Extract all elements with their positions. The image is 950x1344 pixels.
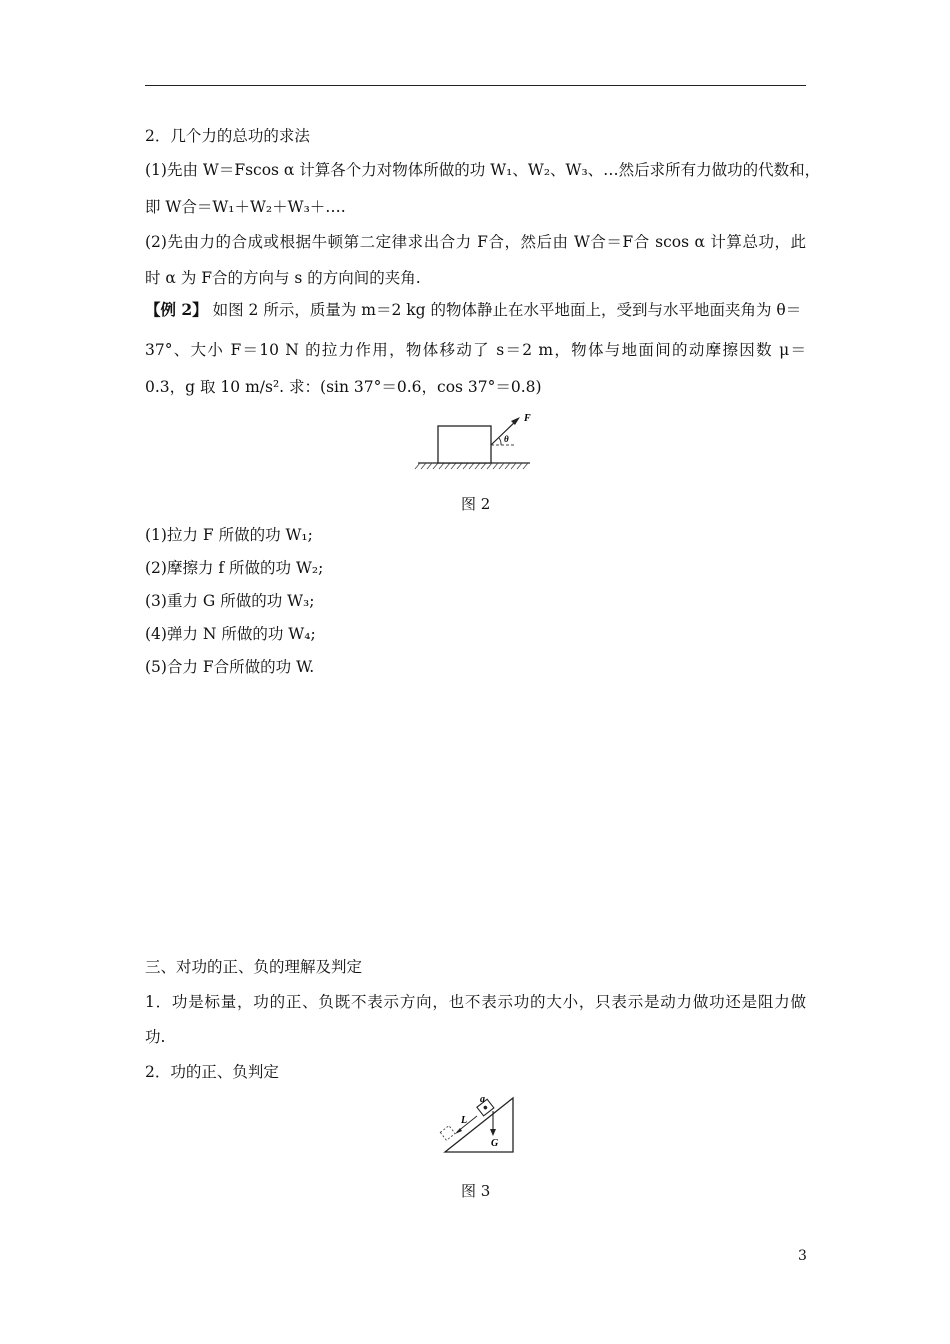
para2-line1: (2)先由力的合成或根据牛顿第二定律求出合力 F合，然后由 W合＝F合 scos α 计算总功，此 <box>145 233 806 251</box>
fig2-label-theta: θ <box>504 434 509 444</box>
section3-heading: 三、对功的正、负的理解及判定 <box>145 958 363 976</box>
header-rule <box>145 85 806 86</box>
figure-2-diagram <box>412 405 534 475</box>
example-text-1: 如图 2 所示，质量为 m＝2 kg 的物体静止在水平地面上，受到与水平地面夹角为 θ＝ <box>207 301 802 319</box>
figure-3-caption: 图 3 <box>461 1182 491 1200</box>
example-line1 <box>145 300 801 320</box>
fig2-label-F: F <box>524 413 531 424</box>
question-4: (4)弹力 N 所做的功 W₄; <box>145 625 316 643</box>
question-1: (1)拉力 F 所做的功 W₁; <box>145 526 313 544</box>
section2-heading: 2．几个力的总功的求法 <box>145 127 310 145</box>
example-line2: 37°、大小 F＝10 N 的拉力作用，物体移动了 s＝2 m，物体与地面间的动摩擦因数 μ＝ <box>145 341 806 359</box>
fig3-label-L: L <box>461 1115 468 1126</box>
example-tag: 【例 2】 <box>145 300 208 319</box>
question-5: (5)合力 F合所做的功 W. <box>145 658 315 676</box>
page-number: 3 <box>798 1248 807 1264</box>
fig3-label-a: a <box>480 1094 485 1105</box>
para2-line2: 时 α 为 F合的方向与 s 的方向间的夹角. <box>145 269 421 287</box>
para1-line1: (1)先由 W＝Fscos α 计算各个力对物体所做的功 W₁、W₂、W₃、…然后求所有力做功的代数和， <box>145 161 821 179</box>
para1-line2: 即 W合＝W₁＋W₂＋W₃＋…. <box>145 198 346 216</box>
fig3-label-G: G <box>491 1138 499 1149</box>
sec3-item2: 2．功的正、负判定 <box>145 1063 279 1081</box>
figure-2-caption: 图 2 <box>461 495 491 513</box>
example-line3: 0.3，g 取 10 m/s². 求：(sin 37°＝0.6，cos 37°＝0.8) <box>145 378 542 396</box>
question-3: (3)重力 G 所做的功 W₃; <box>145 592 315 610</box>
question-2: (2)摩擦力 f 所做的功 W₂; <box>145 559 324 577</box>
sec3-line2: 功. <box>145 1028 166 1046</box>
figure-3-diagram <box>435 1090 520 1156</box>
sec3-line1: 1．功是标量，功的正、负既不表示方向，也不表示功的大小，只表示是动力做功还是阻力做 <box>145 993 806 1011</box>
